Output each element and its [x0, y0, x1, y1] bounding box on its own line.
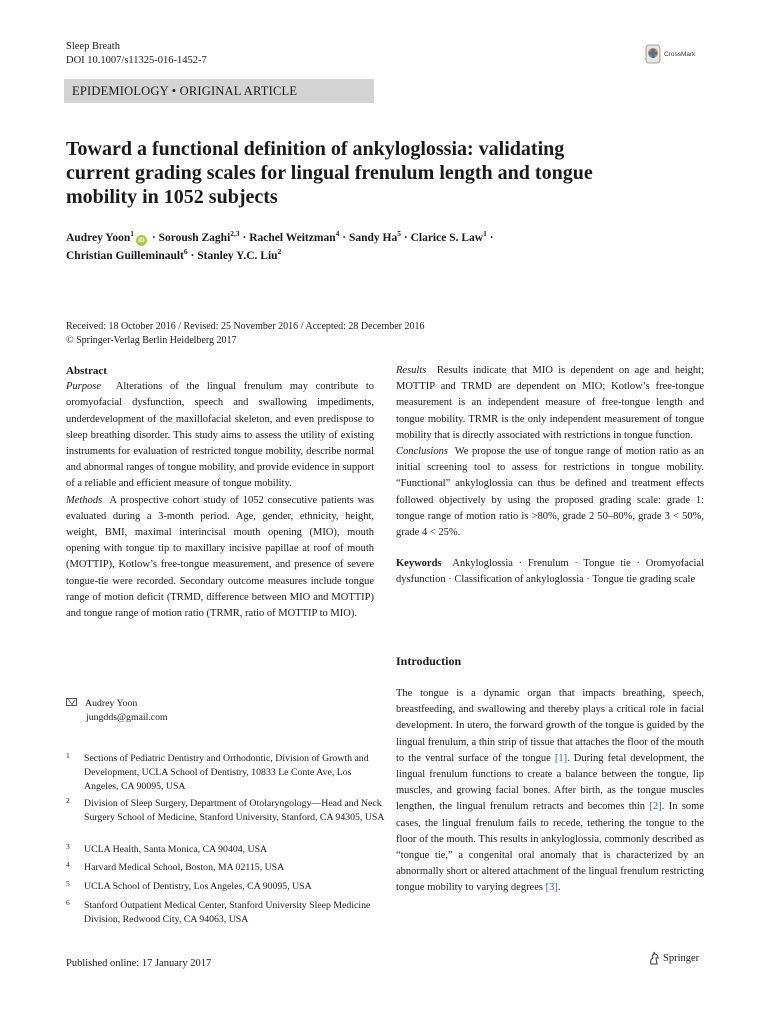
- conclusions-label: Conclusions: [396, 446, 448, 458]
- article-dates: [66, 320, 425, 348]
- title-line: mobility in 1052 subjects: [66, 186, 278, 208]
- affiliation-text: Stanford Outpatient Medical Center, Stanford University Sleep Medicine Division, Redwood City, CA 94063, USA: [84, 900, 371, 925]
- crossmark-icon: [645, 44, 661, 64]
- abstract-results: [396, 363, 704, 444]
- citation-link[interactable]: [2]: [649, 801, 662, 813]
- author-affil: 6: [183, 247, 188, 257]
- publisher-name: Springer: [663, 952, 700, 964]
- journal-header: [66, 40, 207, 68]
- methods-label: Methods: [66, 494, 103, 506]
- doi-link[interactable]: DOI 10.1007/s11325-016-1452-7: [66, 55, 207, 66]
- title-line: Toward a functional definition of ankyloglossia: validating: [66, 138, 565, 160]
- purpose-label: Purpose: [66, 381, 101, 393]
- affiliation-text: UCLA Health, Santa Monica, CA 90404, USA: [84, 844, 268, 855]
- author-name[interactable]: Audrey Yoon: [66, 232, 131, 244]
- citation-link[interactable]: [1]: [554, 752, 568, 764]
- abstract-heading: Abstract: [66, 365, 107, 377]
- intro-text: The tongue is a dynamic organ that impacts breathing, speech, breastfeeding, and swallowing and thereby plays a critical role in facial development. In utero, the forward growth of the tongue is guided by the lingual frenulum, a thin strip of tissue that attaches the floor of the mouth to the ventral surface of the tongue: [396, 688, 704, 764]
- abstract-left-column: [66, 363, 374, 622]
- affiliation: [66, 843, 386, 857]
- introduction-body: [396, 686, 704, 897]
- author-affil: 1: [130, 229, 134, 239]
- crossmark-label: CrossMark: [664, 50, 696, 58]
- author-affil: 2,3: [230, 229, 240, 239]
- keywords: [396, 556, 704, 588]
- affiliation-text: Sections of Pediatric Dentistry and Orthodontic, Division of Growth and Development, UCLA School of Dentistry, 10833 Le Conte Ave, Los Angeles, CA 90095, USA: [84, 753, 369, 792]
- author-name[interactable]: Sandy Ha: [348, 232, 398, 244]
- intro-text: . In some cases, the lingual frenulum fails to recede, tethering the tongue to the floor of the mouth. This results in ankyloglossia, commonly described as “tongue tie,” a congenital oral anomaly that is characterized by an abnormally short or altered attachment of the lingual frenulum restricting tongue mobility to varying degrees: [396, 801, 704, 894]
- abstract-right-column: [396, 363, 704, 589]
- author-affil: 4: [335, 229, 340, 239]
- corresponding-author: Audrey Yoon: [85, 698, 138, 709]
- methods-text: A prospective cohort study of 1052 consecutive patients was evaluated during a 3-month period. Age, gender, ethnicity, height, weight, BMI, maximal interincisal mouth opening (MIO), mouth opening with tongue tip to maxillary incisive papillae at roof of mouth (MOTTIP), Kotlow’s free-tongue measurement, and presence of severe tongue-tie were recorded. Secondary outcome measures include tongue range of motion deficit (TRMD, difference between MIO and MOTTIP) and tongue range of motion ratio (TRMR, ratio of MOTTIP to MIO).: [66, 494, 374, 620]
- author-name[interactable]: Stanley Y.C. Liu: [197, 250, 278, 262]
- abstract-methods: [66, 493, 374, 623]
- introduction-paragraph: [396, 686, 704, 897]
- author-affil: 5: [397, 229, 401, 239]
- published-date: Published online: 17 January 2017: [66, 958, 212, 969]
- journal-name: Sleep Breath: [66, 41, 120, 52]
- author-line-1: Audrey Yoon$^1$iD · Soroush Zaghi$^{2,3}$ · Rachel Weitzman$^4$ · Sandy $Ha^5$ · Clarice S. Law$^1$ ·: [66, 229, 494, 244]
- author-name[interactable]: Soroush Zaghi: [158, 232, 231, 244]
- history-dates: Received: 18 October 2016 / Revised: 25 November 2016 / Accepted: 28 December 2016: [66, 321, 425, 332]
- author-name[interactable]: Christian Guilleminault: [66, 250, 184, 262]
- affiliation: [66, 899, 386, 927]
- affiliation: [66, 861, 386, 875]
- copyright: © Springer-Verlag Berlin Heidelberg 2017: [66, 335, 237, 346]
- title-line: current grading scales for lingual frenulum length and tongue: [66, 162, 593, 184]
- crossmark-badge[interactable]: [645, 43, 705, 65]
- affiliation-text: Harvard Medical School, Boston, MA 02115, USA: [84, 862, 285, 873]
- affiliation-number: 4: [66, 860, 70, 869]
- affiliation: [66, 752, 386, 794]
- section-banner: EPIDEMIOLOGY • ORIGINAL ARTICLE: [64, 79, 374, 103]
- affiliation-number: 6: [66, 898, 70, 907]
- author-affil: 1: [483, 229, 487, 239]
- affiliation-text: UCLA School of Dentistry, Los Angeles, CA 90095, USA: [84, 881, 312, 892]
- citation-link[interactable]: [3]: [545, 882, 558, 894]
- author-name[interactable]: Clarice S. Law: [410, 232, 484, 244]
- article-title: [66, 137, 686, 209]
- purpose-text: Alterations of the lingual frenulum may contribute to oromyofacial dysfunction, speech and swallowing impediments, underdevelopment of the maxillofacial skeleton, and even predispose to sleep breathing disorder. This study aims to assess the utility of existing instruments for evaluation of restricted tongue mobility, describe normal and abnormal ranges of tongue mobility, and provide evidence in support of a reliable and efficient measure of tongue mobility.: [66, 381, 374, 490]
- results-text: Results indicate that MIO is dependent on age and height; MOTTIP and TRMD are dependent on MIO; Kotlow’s free-tongue measurement is an independent measure of free-tongue length and tongue mobility. TRMR is the only independent measurement of tongue mobility that is directly associated with restrictions in tongue function.: [396, 365, 705, 441]
- corresponding-email[interactable]: jungdds@gmail.com: [86, 712, 168, 723]
- orcid-icon[interactable]: iD: [136, 235, 147, 246]
- affiliation-number: 5: [66, 879, 70, 888]
- affiliation: [66, 880, 386, 894]
- affiliation: [66, 797, 386, 825]
- author-list: [66, 229, 716, 265]
- springer-horse-icon: [648, 951, 660, 965]
- results-label: Results: [396, 365, 427, 376]
- introduction-heading: Introduction: [396, 654, 462, 668]
- keywords-label: Keywords: [396, 558, 442, 570]
- author-name[interactable]: Rachel Weitzman: [249, 232, 336, 244]
- author-line-2: Christian Guilleminault$^6$ · Stanley Y.C. Liu$^2$: [66, 247, 282, 262]
- author-affil: 2: [277, 247, 282, 257]
- correspondence: [66, 697, 168, 725]
- abstract-conclusions: [396, 444, 704, 541]
- abstract-purpose: [66, 379, 374, 492]
- affiliation-number: 1: [66, 751, 70, 760]
- envelope-icon: [66, 698, 77, 706]
- affiliation-text: Division of Sleep Surgery, Department of Otolaryngology—Head and Neck Surgery School of Medicine, Stanford University, Stanford, CA 94305, USA: [84, 798, 385, 823]
- affiliation-number: 2: [66, 796, 70, 805]
- intro-text: .: [557, 882, 561, 894]
- publisher-logo: [648, 951, 699, 965]
- affiliation-number: 3: [66, 842, 70, 851]
- intro-text: . During fetal development, the lingual frenulum functions to create a balance between the tongue, lip muscles, and growing facial bones. After birth, as the tongue muscles lengthen, the lingual frenulum retracts and becomes thin: [396, 752, 705, 813]
- keywords-text: Ankyloglossia · Frenulum · Tongue tie · Oromyofacial dysfunction · Classification of ankyloglossia · Tongue tie grading scale: [396, 558, 705, 586]
- conclusions-text: We propose the use of tongue range of motion ratio as an initial screening tool to assess for restrictions in tongue mobility. “Functional” ankyloglossia can thus be defined and treatment effects followed objectively by using the proposed grading scale: grade 1: tongue range of motion ratio is >80%, grade 2 50–80%, grade 3 < 50%, grade 4 < 25%.: [396, 446, 705, 539]
